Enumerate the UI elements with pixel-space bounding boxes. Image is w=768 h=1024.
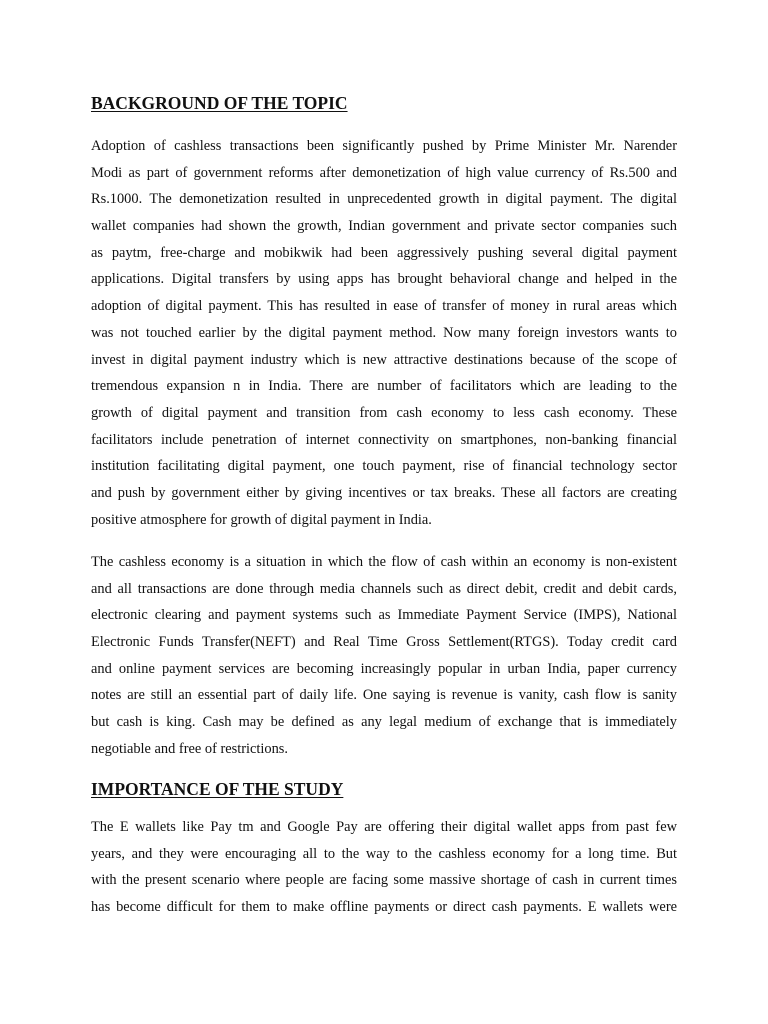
text-line: was not touched earlier by the digital payment method. Now many foreign investors wants to — [91, 324, 677, 341]
text-line: The E wallets like Pay tm and Google Pay are offering their digital wallet apps from past few — [91, 819, 677, 835]
text-line: positive atmosphere for growth of digital payment in India. — [91, 511, 432, 528]
text-line: and online payment services are becoming increasingly popular in urban India, paper currency — [91, 660, 677, 677]
section-heading-importance: IMPORTANCE OF THE STUDY — [91, 779, 344, 799]
text-line: negotiable and free of restrictions. — [91, 740, 288, 757]
background-paragraph-2 — [91, 549, 677, 763]
section-heading-background: BACKGROUND OF THE TOPIC — [91, 93, 348, 113]
text-line: but cash is king. Cash may be defined as any legal medium of exchange that is immediately — [91, 714, 677, 731]
text-line: applications. Digital transfers by using apps has brought behavioral change and helped in the — [91, 271, 677, 288]
text-line: Modi as part of government reforms after demonetization of high value currency of Rs.500 and — [91, 164, 677, 181]
text-line: as paytm, free-charge and mobikwik had been aggressively pushing several digital payment — [91, 244, 677, 261]
text-line: and push by government either by giving incentives or tax breaks. These all factors are creating — [91, 484, 677, 501]
text-line: The cashless economy is a situation in which the flow of cash within an economy is non-existent — [91, 554, 677, 570]
text-line: adoption of digital payment. This has resulted in ease of transfer of money in rural areas which — [91, 298, 677, 315]
text-line: has become difficult for them to make offline payments or direct cash payments. E wallets were — [91, 899, 677, 916]
importance-paragraph-1 — [91, 814, 677, 921]
text-line: Adoption of cashless transactions been significantly pushed by Prime Minister Mr. Narender — [91, 138, 677, 154]
text-line: years, and they were encouraging all to the way to the cashless economy for a long time. But — [91, 845, 677, 862]
text-line: facilitators include penetration of internet connectivity on smartphones, non-banking financial — [91, 431, 677, 448]
text-line: institution facilitating digital payment, one touch payment, rise of financial technology sector — [91, 458, 677, 475]
text-line: Rs.1000. The demonetization resulted in unprecedented growth in digital payment. The digital — [91, 191, 677, 208]
text-line: Electronic Funds Transfer(NEFT) and Real Time Gross Settlement(RTGS). Today credit card — [91, 634, 677, 651]
text-line: electronic clearing and payment systems such as Immediate Payment Service (IMPS), National — [91, 607, 677, 624]
text-line: invest in digital payment industry which is new attractive destinations because of the scope of — [91, 351, 677, 368]
text-line: wallet companies had shown the growth, Indian government and private sector companies such — [91, 218, 677, 235]
text-line: growth of digital payment and transition from cash economy to less cash economy. These — [91, 404, 677, 421]
text-line: notes are still an essential part of daily life. One saying is revenue is vanity, cash flow is sanity — [91, 687, 677, 704]
text-line: with the present scenario where people are facing some massive shortage of cash in current times — [91, 872, 677, 889]
text-line: tremendous expansion n in India. There are number of facilitators which are leading to the — [91, 378, 677, 395]
text-line: and all transactions are done through media channels such as direct debit, credit and debit cards, — [91, 580, 677, 597]
background-paragraph-1 — [91, 133, 677, 533]
